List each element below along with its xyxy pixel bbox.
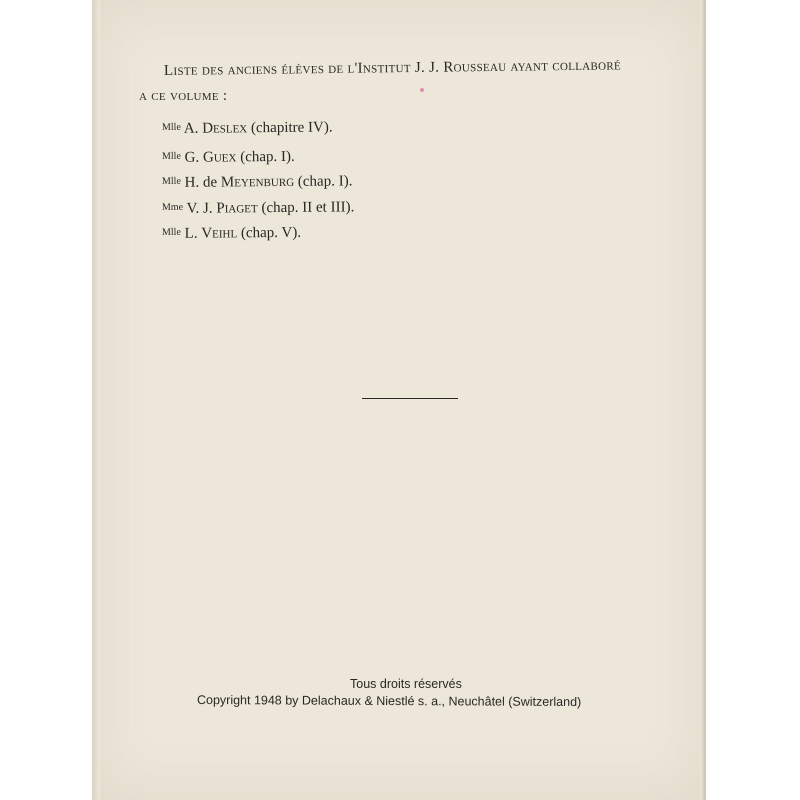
contributor-deslex: [162, 120, 333, 138]
rights-notice: Tous droits réservés: [350, 677, 462, 691]
heading-line-1: Liste des anciens élèves de l'Institut J. J. Rousseau ayant collaboré: [163, 57, 622, 79]
contributor-chapter-note: (chap. I).: [240, 148, 295, 166]
section-divider: [362, 398, 458, 399]
contributor-surname: Deslex: [202, 120, 248, 137]
contributor-surname: Guex: [202, 149, 237, 166]
contributor-surname: Piaget: [216, 200, 258, 217]
contributor-initials: H. de: [184, 174, 218, 191]
contributor-surname: Meyenburg: [220, 173, 295, 191]
contributor-piaget: [162, 199, 354, 218]
contributor-initials: L.: [184, 225, 198, 242]
contributor-veihl: [162, 225, 301, 243]
contributor-title-abbr: Mlle: [161, 226, 181, 238]
ink-speck: [420, 88, 424, 92]
contributor-meyenburg: [162, 173, 353, 192]
contributor-guex: [162, 149, 295, 167]
page-edge-right: [700, 0, 706, 800]
page-edge-left: [92, 0, 100, 800]
contributor-title-abbr: Mlle: [161, 150, 181, 162]
contributor-initials: A.: [183, 120, 199, 137]
contributor-chapter-note: (chap. V).: [240, 224, 302, 242]
contributor-initials: G.: [184, 149, 200, 166]
contributor-chapter-note: (chap. I).: [297, 173, 353, 190]
contributor-chapter-note: (chapitre IV).: [250, 119, 333, 137]
contributor-surname: Veihl: [201, 225, 238, 242]
contributor-title-abbr: Mlle: [161, 121, 181, 133]
contributor-title-abbr: Mme: [161, 201, 184, 213]
contributor-title-abbr: Mlle: [161, 175, 181, 187]
heading-line-2: a ce volume :: [139, 88, 228, 104]
contributor-initials: V. J.: [186, 200, 213, 217]
copyright-notice: Copyright 1948 by Delachaux & Niestlé s. a., Neuchâtel (Switzerland): [196, 693, 582, 710]
contributor-chapter-note: (chap. II et III).: [261, 199, 355, 217]
